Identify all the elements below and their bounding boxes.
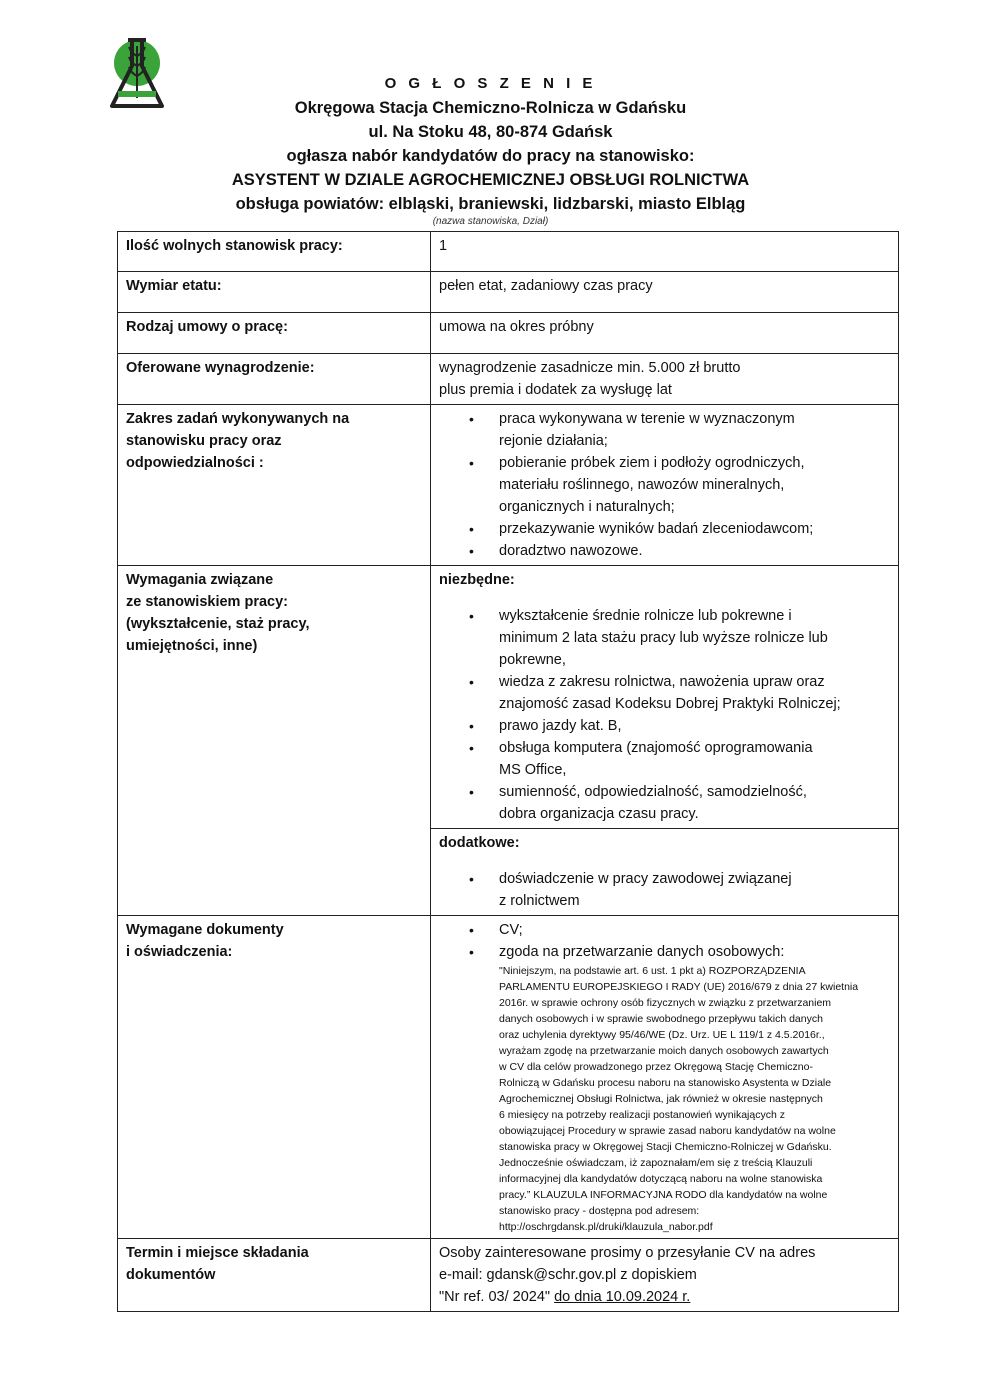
- label-line: Wymagane dokumenty: [126, 922, 284, 938]
- clause-line: stanowisko pracy - dostępna pod adresem:: [499, 1205, 700, 1217]
- row-value: [431, 916, 899, 1239]
- table-row: [118, 566, 899, 829]
- row-label: [118, 1239, 431, 1312]
- label-line: ze stanowiskiem pracy:: [126, 594, 288, 610]
- table-row: [118, 272, 899, 313]
- list-item-line: • doradztwo nawozowe.: [499, 543, 643, 559]
- row-label: Rodzaj umowy o pracę:: [118, 313, 431, 354]
- row-label: Oferowane wynagrodzenie:: [118, 354, 431, 405]
- list-item: • CV;: [499, 919, 890, 941]
- label-line: (wykształcenie, staż pracy,: [126, 616, 310, 632]
- list-item: [499, 737, 890, 781]
- list-item: • zgoda na przetwarzanie danych osobowych:: [499, 941, 890, 963]
- clause-line: "Niniejszym, na podstawie art. 6 ust. 1 pkt a) ROZPORZĄDZENIA: [499, 965, 806, 977]
- job-details-table: [117, 231, 899, 1312]
- label-line: Wymagania związane: [126, 572, 274, 588]
- clause-line: informacyjnej dla kandydatów dotyczącą naboru na wolne stanowiska: [499, 1173, 823, 1185]
- salary-base: wynagrodzenie zasadnicze min. 5.000 zł brutto: [439, 360, 741, 376]
- list-item-line: materiału roślinnego, nawozów mineralnych,: [499, 477, 785, 493]
- list-item: [499, 671, 890, 715]
- label-line: Termin i miejsce składania: [126, 1245, 309, 1261]
- list-item-line: organicznych i naturalnych;: [499, 499, 675, 515]
- list-item: [499, 452, 890, 518]
- label-line: dokumentów: [126, 1267, 216, 1283]
- row-value: [431, 354, 899, 405]
- clause-line: Rolniczą w Gdańsku procesu naboru na stanowisko Asystenta w Dziale: [499, 1077, 832, 1089]
- deadline-ref: [439, 1286, 890, 1308]
- list-item-line: • praca wykonywana w terenie w wyznaczonym: [499, 411, 795, 427]
- list-item-line: dobra organizacja czasu pracy.: [499, 806, 699, 822]
- clause-line: obowiązującej Procedury w sprawie zasad naboru kandydatów na wolne: [499, 1125, 836, 1137]
- list-item-line: • przekazywanie wyników badań zleceniodawcom;: [499, 521, 814, 537]
- label-line: umiejętności, inne): [126, 638, 258, 654]
- list-item-line: • pobieranie próbek ziem i podłoży ogrodniczych,: [499, 455, 805, 471]
- table-row: [118, 405, 899, 566]
- position-note: (nazwa stanowiska, Dział): [432, 216, 549, 227]
- consent-clause: [439, 963, 890, 1235]
- row-value: [431, 405, 899, 566]
- position-name: ASYSTENT W DZIALE AGROCHEMICZNEJ OBSŁUGI ROLNICTWA: [231, 171, 750, 189]
- label-line: Zakres zadań wykonywanych na: [126, 411, 350, 427]
- list-item-line: pokrewne,: [499, 652, 566, 668]
- list-item: [499, 868, 890, 912]
- row-value: 1: [431, 232, 899, 272]
- row-value: pełen etat, zadaniowy czas pracy: [431, 272, 899, 313]
- required-list: [439, 605, 890, 825]
- document-header: [0, 72, 981, 228]
- deadline-line: Osoby zainteresowane prosimy o przesyłanie CV na adres: [439, 1245, 816, 1261]
- list-item: [499, 518, 890, 540]
- salary-bonus: plus premia i dodatek za wysługę lat: [439, 382, 672, 398]
- table-row: [118, 354, 899, 405]
- list-item: [499, 605, 890, 671]
- clause-line: oraz uchylenia dyrektywy 95/46/WE (Dz. Urz. UE L 119/1 z 4.5.2016r.,: [499, 1029, 825, 1041]
- deadline-email: e-mail: gdansk@schr.gov.pl z dopiskiem: [439, 1267, 697, 1283]
- clause-line: 2016r. w sprawie ochrony osób fizycznych w związku z przetwarzaniem: [499, 997, 832, 1009]
- table-row: [118, 313, 899, 354]
- extra-list: [439, 868, 890, 912]
- list-item-line: • wykształcenie średnie rolnicze lub pokrewne i: [499, 608, 792, 624]
- list-item-line: • sumienność, odpowiedzialność, samodzielność,: [499, 784, 807, 800]
- clause-line: danych osobowych i w sprawie swobodnego przepływu takich danych: [499, 1013, 823, 1025]
- clause-line: wyrażam zgodę na przetwarzanie moich danych osobowych zawartych: [499, 1045, 829, 1057]
- districts-line: obsługa powiatów: elbląski, braniewski, lidzbarski, miasto Elbląg: [235, 195, 746, 213]
- clause-line: w CV dla celów prowadzonego przez Okręgową Stację Chemiczno-: [499, 1061, 813, 1073]
- list-item-line: znajomość zasad Kodeksu Dobrej Praktyki Rolniczej;: [499, 696, 841, 712]
- list-item: [499, 408, 890, 452]
- row-value: [431, 1239, 899, 1312]
- table-row: [118, 1239, 899, 1312]
- row-label: Wymiar etatu:: [118, 272, 431, 313]
- label-line: stanowisku pracy oraz: [126, 433, 282, 449]
- list-item-line: minimum 2 lata stażu pracy lub wyższe rolnicze lub: [499, 630, 828, 646]
- duties-list: [439, 408, 890, 562]
- list-item-line: • wiedza z zakresu rolnictwa, nawożenia upraw oraz: [499, 674, 825, 690]
- clause-line: PARLAMENTU EUROPEJSKIEGO I RADY (UE) 2016/679 z dnia 27 kwietnia: [499, 981, 859, 993]
- clause-line: 6 miesięcy na potrzeby realizacji postanowień wynikających z: [499, 1109, 785, 1121]
- extra-heading: dodatkowe:: [439, 835, 520, 851]
- row-label: Ilość wolnych stanowisk pracy:: [118, 232, 431, 272]
- documents-list: [439, 919, 890, 963]
- row-label: [118, 916, 431, 1239]
- row-label: [118, 566, 431, 916]
- label-line: i oświadczenia:: [126, 944, 233, 960]
- announcement-intro: ogłasza nabór kandydatów do pracy na stanowisko:: [286, 147, 695, 165]
- list-item: [499, 715, 890, 737]
- list-item-line: • obsługa komputera (znajomość oprogramowania: [499, 740, 813, 756]
- organization-name: Okręgowa Stacja Chemiczno-Rolnicza w Gdańsku: [294, 99, 687, 117]
- list-item-line: • prawo jazdy kat. B,: [499, 718, 622, 734]
- table-row: [118, 916, 899, 1239]
- clause-line: stanowiska pracy w Okręgowej Stacji Chemiczno-Rolniczej w Gdańsku.: [499, 1141, 832, 1153]
- clause-line: Agrochemicznej Obsługi Rolnictwa, jak również w okresie następnych: [499, 1093, 823, 1105]
- row-value: [431, 566, 899, 829]
- list-item: [499, 540, 890, 562]
- required-heading: niezbędne:: [439, 572, 515, 588]
- label-line: odpowiedzialności :: [126, 455, 264, 471]
- clause-line: Jednocześnie oświadczam, iż zapoznałam/em się z treścią Klauzuli: [499, 1157, 813, 1169]
- clause-line: pracy.” KLAUZULA INFORMACYJNA RODO dla kandydatów na wolne: [499, 1189, 828, 1201]
- list-item-line: MS Office,: [499, 762, 567, 778]
- clause-line: http://oschrgdansk.pl/druki/klauzula_nabor.pdf: [499, 1221, 713, 1233]
- list-item: [499, 781, 890, 825]
- row-label: [118, 405, 431, 566]
- list-item-line: z rolnictwem: [499, 893, 580, 909]
- row-value: umowa na okres próbny: [431, 313, 899, 354]
- table-row: [118, 232, 899, 272]
- document-title: O G Ł O S Z E N I E: [384, 75, 597, 92]
- deadline-date: do dnia 10.09.2024 r.: [554, 1289, 691, 1305]
- list-item-line: • doświadczenie w pracy zawodowej związanej: [499, 871, 792, 887]
- row-value: [431, 829, 899, 916]
- list-item-line: rejonie działania;: [499, 433, 608, 449]
- organization-address: ul. Na Stoku 48, 80-874 Gdańsk: [368, 123, 613, 141]
- reference-number: "Nr ref. 03/ 2024": [439, 1289, 555, 1305]
